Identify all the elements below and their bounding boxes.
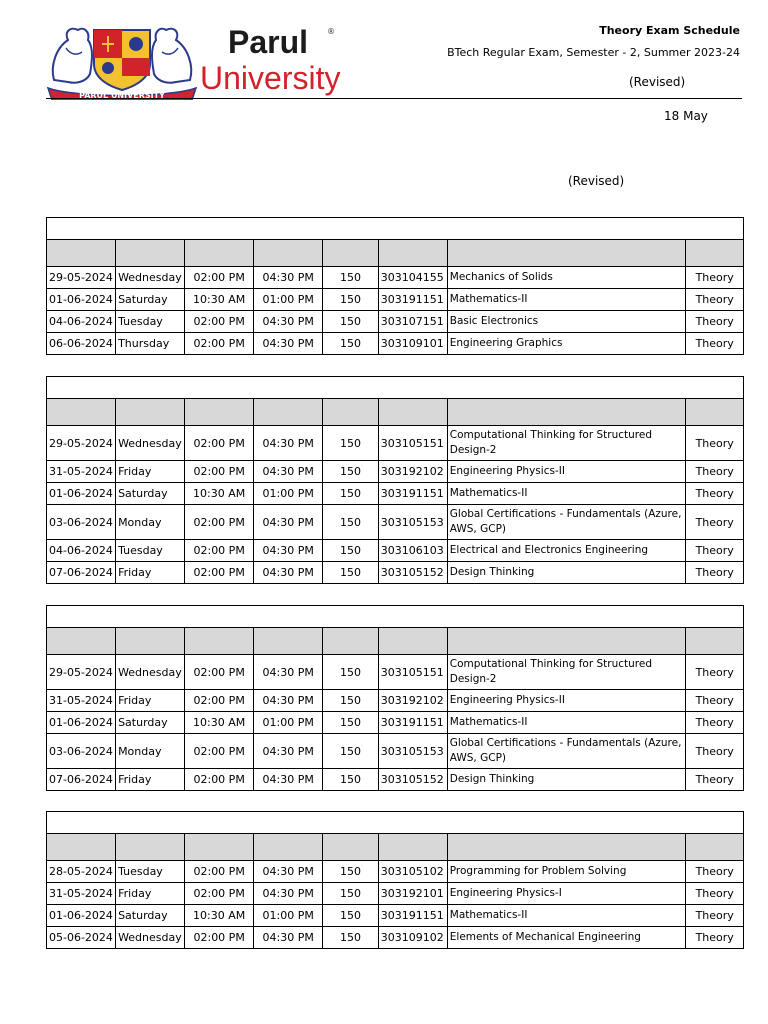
cell-exam-type: Theory <box>686 311 744 333</box>
cell-marks: 150 <box>323 483 378 505</box>
table-row <box>47 333 744 355</box>
table-row <box>47 690 744 712</box>
cell-course-code: 303105152 <box>378 562 447 584</box>
cell-exam-type: Theory <box>686 461 744 483</box>
cell-day: Wednesday <box>116 927 185 949</box>
cell-start-time: 10:30 AM <box>185 905 254 927</box>
cell-subject: Mathematics-II <box>447 905 686 927</box>
cell-start-time: 10:30 AM <box>185 289 254 311</box>
cell-end-time: 04:30 PM <box>254 927 323 949</box>
cell-marks: 150 <box>323 505 378 540</box>
cell-marks: 150 <box>323 540 378 562</box>
cell-end-time: 01:00 PM <box>254 289 323 311</box>
cell-date: 31-05-2024 <box>47 461 116 483</box>
cell-subject: Design Thinking <box>447 562 686 584</box>
cell-date: 01-06-2024 <box>47 289 116 311</box>
cell-day: Saturday <box>116 289 185 311</box>
cell-subject: Programming for Problem Solving <box>447 861 686 883</box>
cell-subject: Mathematics-II <box>447 289 686 311</box>
cell-start-time: 02:00 PM <box>185 505 254 540</box>
exam-schedule-table <box>46 376 744 584</box>
schedule-subtitle: BTech Regular Exam, Semester - 2, Summer 2023-24 <box>447 46 740 59</box>
table-row <box>47 712 744 734</box>
cell-day: Wednesday <box>116 426 185 461</box>
table-header-row <box>47 399 744 426</box>
cell-end-time: 04:30 PM <box>254 769 323 791</box>
table-row <box>47 461 744 483</box>
cell-course-code: 303105151 <box>378 426 447 461</box>
table-row <box>47 540 744 562</box>
cell-marks: 150 <box>323 712 378 734</box>
cell-end-time: 04:30 PM <box>254 883 323 905</box>
cell-start-time: 02:00 PM <box>185 690 254 712</box>
cell-subject: Computational Thinking for Structured Design-2 <box>447 655 686 690</box>
cell-exam-type: Theory <box>686 734 744 769</box>
university-name-line1: Parul <box>228 24 309 60</box>
exam-schedule-table <box>46 811 744 949</box>
cell-start-time: 02:00 PM <box>185 927 254 949</box>
cell-date: 03-06-2024 <box>47 734 116 769</box>
table-header-row <box>47 628 744 655</box>
cell-course-code: 303109101 <box>378 333 447 355</box>
table-title-row <box>47 812 744 834</box>
cell-exam-type: Theory <box>686 483 744 505</box>
document-header <box>0 0 768 140</box>
cell-day: Tuesday <box>116 861 185 883</box>
cell-end-time: 01:00 PM <box>254 483 323 505</box>
cell-exam-type: Theory <box>686 690 744 712</box>
cell-course-code: 303107151 <box>378 311 447 333</box>
cell-date: 03-06-2024 <box>47 505 116 540</box>
cell-day: Wednesday <box>116 267 185 289</box>
cell-subject: Mathematics-II <box>447 712 686 734</box>
cell-end-time: 01:00 PM <box>254 712 323 734</box>
cell-course-code: 303105152 <box>378 769 447 791</box>
cell-day: Thursday <box>116 333 185 355</box>
cell-start-time: 02:00 PM <box>185 769 254 791</box>
table-row <box>47 905 744 927</box>
cell-exam-type: Theory <box>686 540 744 562</box>
table-row <box>47 861 744 883</box>
cell-subject: Global Certifications - Fundamentals (Azure, AWS, GCP) <box>447 505 686 540</box>
header-divider <box>46 98 742 99</box>
cell-date: 29-05-2024 <box>47 655 116 690</box>
cell-subject: Elements of Mechanical Engineering <box>447 927 686 949</box>
cell-course-code: 303191151 <box>378 483 447 505</box>
cell-date: 01-06-2024 <box>47 483 116 505</box>
cell-course-code: 303191151 <box>378 289 447 311</box>
schedule-title: Theory Exam Schedule <box>599 24 740 37</box>
cell-exam-type: Theory <box>686 769 744 791</box>
cell-exam-type: Theory <box>686 861 744 883</box>
table-row <box>47 734 744 769</box>
cell-day: Tuesday <box>116 311 185 333</box>
cell-start-time: 02:00 PM <box>185 426 254 461</box>
cell-course-code: 303105153 <box>378 505 447 540</box>
cell-course-code: 303104155 <box>378 267 447 289</box>
cell-start-time: 02:00 PM <box>185 267 254 289</box>
cell-end-time: 04:30 PM <box>254 505 323 540</box>
cell-end-time: 04:30 PM <box>254 655 323 690</box>
cell-day: Saturday <box>116 905 185 927</box>
cell-date: 28-05-2024 <box>47 861 116 883</box>
cell-start-time: 02:00 PM <box>185 883 254 905</box>
cell-start-time: 02:00 PM <box>185 333 254 355</box>
cell-subject: Global Certifications - Fundamentals (Azure, AWS, GCP) <box>447 734 686 769</box>
university-name-line2: University <box>200 60 341 96</box>
cell-exam-type: Theory <box>686 905 744 927</box>
cell-marks: 150 <box>323 426 378 461</box>
cell-subject: Engineering Physics-II <box>447 461 686 483</box>
cell-exam-type: Theory <box>686 927 744 949</box>
cell-end-time: 04:30 PM <box>254 690 323 712</box>
cell-subject: Design Thinking <box>447 769 686 791</box>
cell-course-code: 303105153 <box>378 734 447 769</box>
cell-date: 04-06-2024 <box>47 311 116 333</box>
cell-course-code: 303105151 <box>378 655 447 690</box>
cell-marks: 150 <box>323 289 378 311</box>
cell-end-time: 04:30 PM <box>254 861 323 883</box>
cell-day: Friday <box>116 690 185 712</box>
cell-marks: 150 <box>323 267 378 289</box>
cell-course-code: 303192102 <box>378 461 447 483</box>
cell-subject: Computational Thinking for Structured Design-2 <box>447 426 686 461</box>
cell-day: Monday <box>116 734 185 769</box>
cell-start-time: 10:30 AM <box>185 712 254 734</box>
table-title-row <box>47 218 744 240</box>
cell-marks: 150 <box>323 333 378 355</box>
table-header-row <box>47 240 744 267</box>
cell-marks: 150 <box>323 655 378 690</box>
cell-exam-type: Theory <box>686 289 744 311</box>
cell-exam-type: Theory <box>686 333 744 355</box>
cell-date: 05-06-2024 <box>47 927 116 949</box>
cell-subject: Engineering Physics-I <box>447 883 686 905</box>
cell-day: Saturday <box>116 483 185 505</box>
revised-label-secondary: (Revised) <box>568 174 625 188</box>
exam-schedule-table <box>46 217 744 355</box>
table-title-row <box>47 606 744 628</box>
cell-end-time: 04:30 PM <box>254 426 323 461</box>
cell-date: 06-06-2024 <box>47 333 116 355</box>
table-header-row <box>47 834 744 861</box>
cell-course-code: 303192101 <box>378 883 447 905</box>
cell-marks: 150 <box>323 734 378 769</box>
table-row <box>47 267 744 289</box>
cell-date: 31-05-2024 <box>47 690 116 712</box>
table-row <box>47 311 744 333</box>
cell-marks: 150 <box>323 905 378 927</box>
cell-exam-type: Theory <box>686 505 744 540</box>
cell-end-time: 04:30 PM <box>254 267 323 289</box>
cell-course-code: 303105102 <box>378 861 447 883</box>
table-row <box>47 505 744 540</box>
cell-start-time: 02:00 PM <box>185 311 254 333</box>
table-row <box>47 426 744 461</box>
cell-marks: 150 <box>323 769 378 791</box>
cell-exam-type: Theory <box>686 562 744 584</box>
cell-subject: Mathematics-II <box>447 483 686 505</box>
cell-marks: 150 <box>323 883 378 905</box>
cell-subject: Electrical and Electronics Engineering <box>447 540 686 562</box>
cell-day: Friday <box>116 562 185 584</box>
cell-date: 01-06-2024 <box>47 905 116 927</box>
cell-day: Friday <box>116 883 185 905</box>
registered-mark: ® <box>327 27 335 36</box>
table-row <box>47 289 744 311</box>
cell-subject: Engineering Graphics <box>447 333 686 355</box>
cell-end-time: 04:30 PM <box>254 562 323 584</box>
cell-exam-type: Theory <box>686 883 744 905</box>
cell-marks: 150 <box>323 861 378 883</box>
cell-end-time: 04:30 PM <box>254 311 323 333</box>
seal-banner-text: PARUL UNIVERSITY <box>79 91 165 100</box>
cell-exam-type: Theory <box>686 712 744 734</box>
table-row <box>47 562 744 584</box>
table-title-row <box>47 377 744 399</box>
cell-marks: 150 <box>323 562 378 584</box>
cell-start-time: 02:00 PM <box>185 734 254 769</box>
cell-day: Tuesday <box>116 540 185 562</box>
university-seal-logo <box>46 18 198 100</box>
cell-start-time: 02:00 PM <box>185 562 254 584</box>
cell-course-code: 303109102 <box>378 927 447 949</box>
cell-start-time: 02:00 PM <box>185 861 254 883</box>
cell-exam-type: Theory <box>686 267 744 289</box>
revised-label: (Revised) <box>629 75 686 89</box>
cell-start-time: 02:00 PM <box>185 461 254 483</box>
cell-course-code: 303191151 <box>378 712 447 734</box>
cell-start-time: 02:00 PM <box>185 655 254 690</box>
table-row <box>47 883 744 905</box>
cell-date: 31-05-2024 <box>47 883 116 905</box>
cell-marks: 150 <box>323 927 378 949</box>
cell-date: 01-06-2024 <box>47 712 116 734</box>
cell-date: 04-06-2024 <box>47 540 116 562</box>
cell-day: Friday <box>116 769 185 791</box>
cell-day: Monday <box>116 505 185 540</box>
table-row <box>47 927 744 949</box>
cell-marks: 150 <box>323 461 378 483</box>
exam-schedule-table <box>46 605 744 791</box>
cell-marks: 150 <box>323 311 378 333</box>
cell-date: 29-05-2024 <box>47 267 116 289</box>
cell-course-code: 303192102 <box>378 690 447 712</box>
cell-end-time: 04:30 PM <box>254 333 323 355</box>
cell-date: 07-06-2024 <box>47 562 116 584</box>
cell-subject: Engineering Physics-II <box>447 690 686 712</box>
cell-day: Wednesday <box>116 655 185 690</box>
cell-marks: 150 <box>323 690 378 712</box>
cell-date: 07-06-2024 <box>47 769 116 791</box>
cell-exam-type: Theory <box>686 655 744 690</box>
cell-course-code: 303191151 <box>378 905 447 927</box>
cell-date: 29-05-2024 <box>47 426 116 461</box>
table-row <box>47 769 744 791</box>
cell-subject: Basic Electronics <box>447 311 686 333</box>
cell-day: Saturday <box>116 712 185 734</box>
cell-exam-type: Theory <box>686 426 744 461</box>
cell-subject: Mechanics of Solids <box>447 267 686 289</box>
cell-end-time: 01:00 PM <box>254 905 323 927</box>
table-row <box>47 655 744 690</box>
cell-course-code: 303106103 <box>378 540 447 562</box>
table-row <box>47 483 744 505</box>
cell-day: Friday <box>116 461 185 483</box>
document-date: 18 May <box>664 109 708 123</box>
cell-end-time: 04:30 PM <box>254 734 323 769</box>
cell-start-time: 10:30 AM <box>185 483 254 505</box>
cell-end-time: 04:30 PM <box>254 461 323 483</box>
cell-start-time: 02:00 PM <box>185 540 254 562</box>
cell-end-time: 04:30 PM <box>254 540 323 562</box>
